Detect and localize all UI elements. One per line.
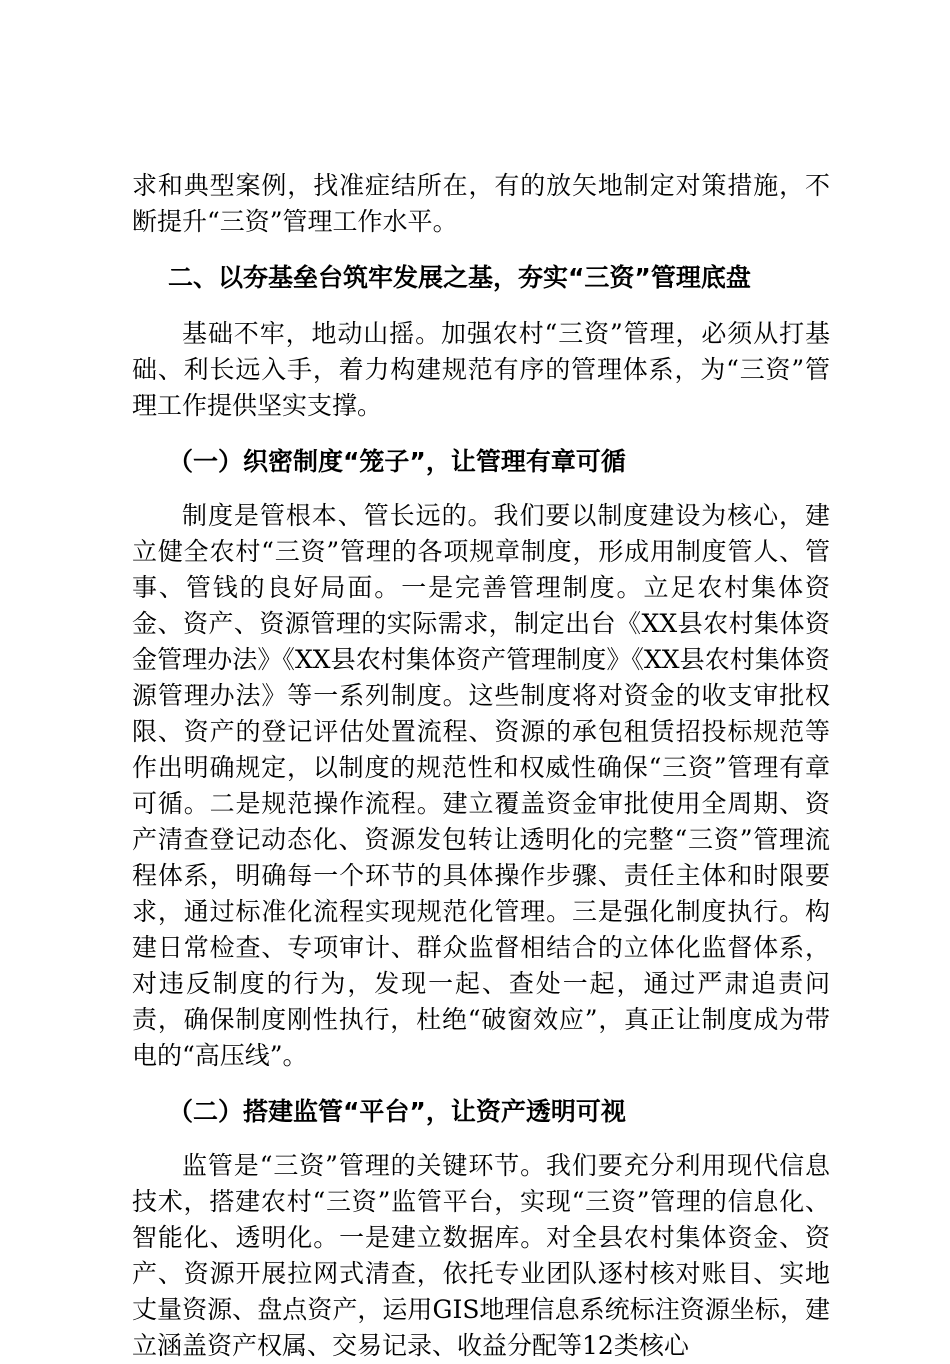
subsection-heading-1: （一）织密制度“笼子”，让管理有章可循: [168, 447, 626, 476]
subsection-2-paragraph: 监管是“三资”管理的关键环节。我们要充分利用现代信息技术，搭建农村“三资”监管平台，实现“三资”管理的信息化、智能化、透明化。一是建立数据库。对全县农村集体资金、资产、资源开展拉网式清查，依托专业团队逐村核对账目、实地丈量资源、盘点资产，运用GIS地理信息系统标注资源坐标，建立涵盖资产权属、交易记录、收益分配等12类核心: [132, 1151, 830, 1360]
document-body: [132, 168, 830, 1364]
subsection-1-paragraph: 制度是管根本、管长远的。我们要以制度建设为核心，建立健全农村“三资”管理的各项规章制度，形成用制度管人、管事、管钱的良好局面。一是完善管理制度。立足农村集体资金、资产、资源管理的实际需求，制定出台《XX县农村集体资金管理办法》《XX县农村集体资产管理制度》《XX县农村集体资源管理办法》等一系列制度。这些制度将对资金的收支审批权限、资产的登记评估处置流程、资源的承包租赁招投标规范等作出明确规定，以制度的规范性和权威性确保“三资”管理有章可循。二是规范操作流程。建立覆盖资金审批使用全周期、资产清查登记动态化、资源发包转让透明化的完整“三资”管理流程体系，明确每一个环节的具体操作步骤、责任主体和时限要求，通过标准化流程实现规范化管理。三是强化制度执行。构建日常检查、专项审计、群众监督相结合的立体化监督体系，对违反制度的行为，发现一起、查处一起，通过严肃追责问责，确保制度刚性执行，杜绝“破窗效应”，真正让制度成为带电的“高压线”。: [132, 501, 830, 1070]
section-intro-paragraph: 基础不牢，地动山摇。加强农村“三资”管理，必须从打基础、利长远入手，着力构建规范有序的管理体系，为“三资”管理工作提供坚实支撑。: [132, 319, 830, 420]
paragraph-continuation: 求和典型案例，找准症结所在，有的放矢地制定对策措施，不断提升“三资”管理工作水平。: [132, 171, 830, 236]
subsection-heading-2: （二）搭建监管“平台”，让资产透明可视: [168, 1097, 626, 1126]
section-heading-2: 二、以夯基垒台筑牢发展之基，夯实“三资”管理底盘: [168, 263, 751, 292]
